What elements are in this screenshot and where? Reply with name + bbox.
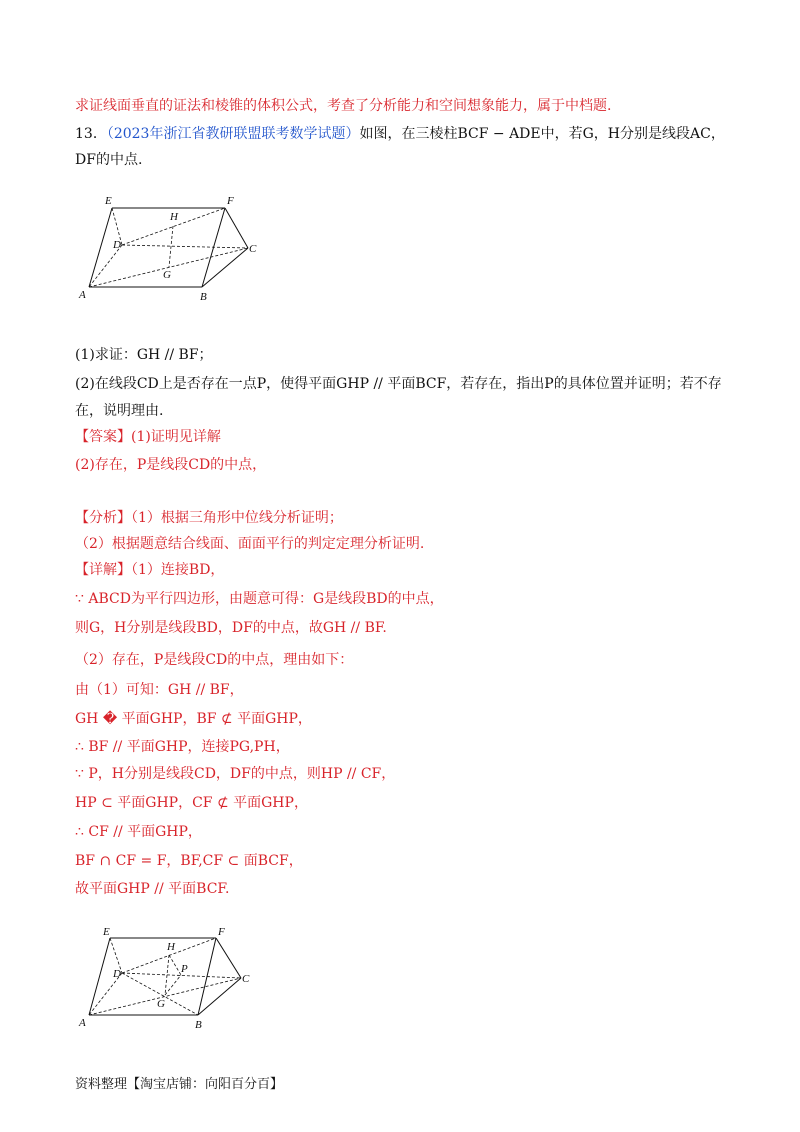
label-P: P	[181, 963, 188, 975]
label-H: H	[167, 941, 175, 953]
detail-12: 故平面GHP // 平面BCF.	[75, 881, 230, 897]
question-number: 13．	[75, 126, 107, 142]
analysis-1: 【分析】（1）根据三角形中位线分析证明；	[75, 510, 343, 526]
intro-text: 求证线面垂直的证法和棱锥的体积公式，考查了分析能力和空间想象能力，属于中档题.	[75, 98, 612, 114]
question-text: 如图，在三棱柱BCF − ADE中，若G，H分别是线段AC，	[359, 126, 725, 142]
detail-1: 【详解】（1）连接BD，	[75, 562, 225, 578]
detail-11: BF ∩ CF = F，BF,CF ⊂ 面BCF，	[75, 853, 303, 869]
edge-DA	[89, 245, 122, 287]
prism-figure-2	[75, 922, 270, 1034]
edge-FC	[225, 208, 248, 248]
label-D: D	[113, 239, 121, 251]
edge-FC	[216, 938, 241, 978]
detail-7: ∴ BF // 平面GHP，连接PG,PH，	[75, 739, 290, 755]
label-G: G	[163, 269, 171, 281]
label-F: F	[218, 926, 225, 938]
label-E: E	[105, 195, 112, 207]
question-13	[75, 124, 725, 144]
label-F: F	[227, 195, 234, 207]
edge-CB	[202, 248, 248, 287]
detail-6: GH � 平面GHP，BF ⊄ 平面GHP，	[75, 711, 312, 727]
part-1: (1)求证：GH // BF；	[75, 347, 213, 363]
footer-text: 资料整理【淘宝店铺：向阳百分百】	[75, 1077, 284, 1092]
detail-4: （2）存在，P是线段CD的中点，理由如下：	[75, 652, 354, 668]
label-A: A	[79, 1017, 86, 1029]
label-B: B	[195, 1019, 202, 1031]
label-E: E	[103, 926, 110, 938]
edge-AE	[89, 938, 110, 1015]
detail-8: ∵ P，H分别是线段CD，DF的中点，则HP // CF，	[75, 766, 396, 782]
detail-9: HP ⊂ 平面GHP，CF ⊄ 平面GHP，	[75, 795, 308, 811]
label-A: A	[79, 289, 86, 301]
edge-AC	[89, 248, 248, 287]
edge-AC	[89, 978, 241, 1015]
edge-DC	[122, 245, 248, 248]
part-2a: (2)在线段CD上是否存在一点P，使得平面GHP // 平面BCF，若存在，指出P的具体位置并证明；若不存	[75, 376, 722, 392]
detail-3: 则G，H分别是线段BD，DF的中点，故GH // BF.	[75, 620, 387, 636]
analysis-2: （2）根据题意结合线面、面面平行的判定定理分析证明.	[75, 536, 425, 552]
part-2b: 在，说明理由.	[75, 403, 164, 419]
label-B: B	[200, 291, 207, 303]
prism-figure-1	[75, 190, 270, 308]
answer-2: (2)存在，P是线段CD的中点，	[75, 457, 267, 473]
segment-HP	[169, 955, 181, 975]
label-C: C	[249, 243, 257, 255]
detail-10: ∴ CF // 平面GHP，	[75, 824, 202, 840]
answer-1: 【答案】(1)证明见详解	[75, 429, 221, 445]
edge-CB	[198, 978, 241, 1015]
label-D: D	[113, 968, 121, 980]
detail-5: 由（1）可知：GH // BF，	[75, 682, 244, 698]
question-source: （2023年浙江省教研联盟联考数学试题）	[106, 126, 360, 142]
segment-GP	[165, 975, 181, 995]
label-G: G	[157, 998, 165, 1010]
edge-AE	[89, 208, 112, 287]
label-H: H	[170, 211, 178, 223]
question-text-2: DF的中点.	[75, 152, 143, 168]
label-C: C	[242, 973, 250, 985]
detail-2: ∵ ABCD为平行四边形，由题意可得：G是线段BD的中点，	[75, 591, 444, 607]
